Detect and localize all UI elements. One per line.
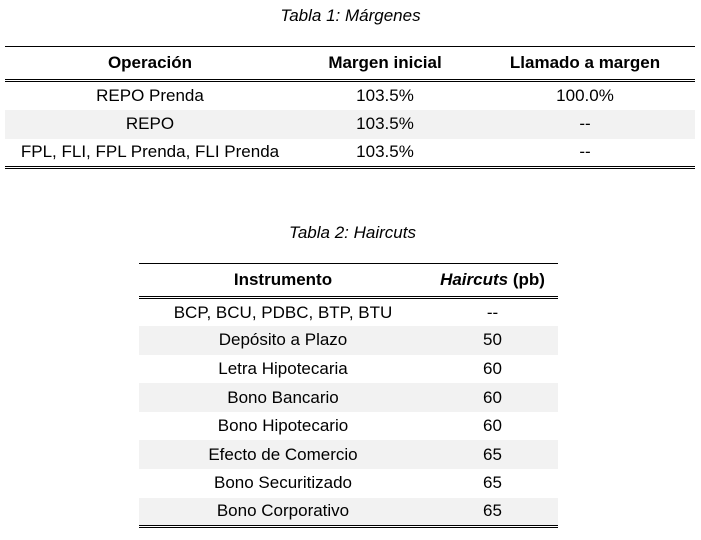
header-operacion: Operación: [5, 47, 295, 81]
cell-instrumento: Bono Corporativo: [139, 498, 427, 527]
table-row: [5, 139, 695, 168]
margins-table: [5, 46, 695, 169]
cell-instrumento: Bono Securitizado: [214, 473, 352, 493]
header-haircuts-label: Haircuts: [440, 270, 509, 289]
header-llamado-margen: Llamado a margen: [475, 47, 695, 81]
cell-instrumento: Efecto de Comercio: [139, 440, 427, 469]
table-header-row: [139, 264, 558, 298]
table-row: [5, 110, 695, 139]
cell-haircut: 60: [427, 383, 558, 412]
cell-haircut: 65: [427, 440, 558, 469]
table-row: [139, 498, 558, 527]
table1-caption: Tabla 1: Márgenes: [280, 6, 421, 25]
cell-operacion: REPO Prenda: [96, 85, 204, 105]
cell-llamado-margen: --: [475, 139, 695, 168]
cell-haircut: 65: [483, 473, 502, 493]
cell-instrumento: BCP, BCU, PDBC, BTP, BTU: [173, 302, 393, 322]
cell-haircut: 50: [427, 326, 558, 355]
cell-haircut: --: [486, 302, 499, 322]
table-row: [139, 355, 558, 384]
cell-haircut: 60: [483, 416, 502, 436]
cell-llamado-margen: --: [475, 110, 695, 139]
cell-margen-inicial: 103.5%: [356, 85, 414, 105]
table-row: [139, 326, 558, 355]
cell-operacion: FPL, FLI, FPL Prenda, FLI Prenda: [5, 139, 295, 168]
cell-instrumento: Depósito a Plazo: [139, 326, 427, 355]
table-row: [139, 298, 558, 327]
cell-margen-inicial: 103.5%: [295, 139, 475, 168]
table-row: [5, 81, 695, 110]
header-haircuts-unit: (pb): [508, 270, 545, 289]
cell-haircut: 65: [427, 498, 558, 527]
table-row: [139, 440, 558, 469]
table-row: [139, 383, 558, 412]
cell-operacion: REPO: [5, 110, 295, 139]
cell-margen-inicial: 103.5%: [295, 110, 475, 139]
cell-instrumento: Bono Hipotecario: [217, 416, 349, 436]
table-row: [139, 469, 558, 498]
cell-haircut: 60: [483, 358, 502, 378]
cell-llamado-margen: 100.0%: [556, 85, 614, 105]
cell-instrumento: Letra Hipotecaria: [218, 358, 348, 378]
header-haircuts: [427, 264, 558, 298]
table-header-row: [5, 47, 695, 81]
header-margen-inicial: Margen inicial: [295, 47, 475, 81]
haircuts-table: [139, 263, 558, 528]
table2-caption: Tabla 2: Haircuts: [289, 223, 416, 242]
table-row: [139, 412, 558, 441]
header-instrumento: Instrumento: [139, 264, 427, 298]
cell-instrumento: Bono Bancario: [139, 383, 427, 412]
